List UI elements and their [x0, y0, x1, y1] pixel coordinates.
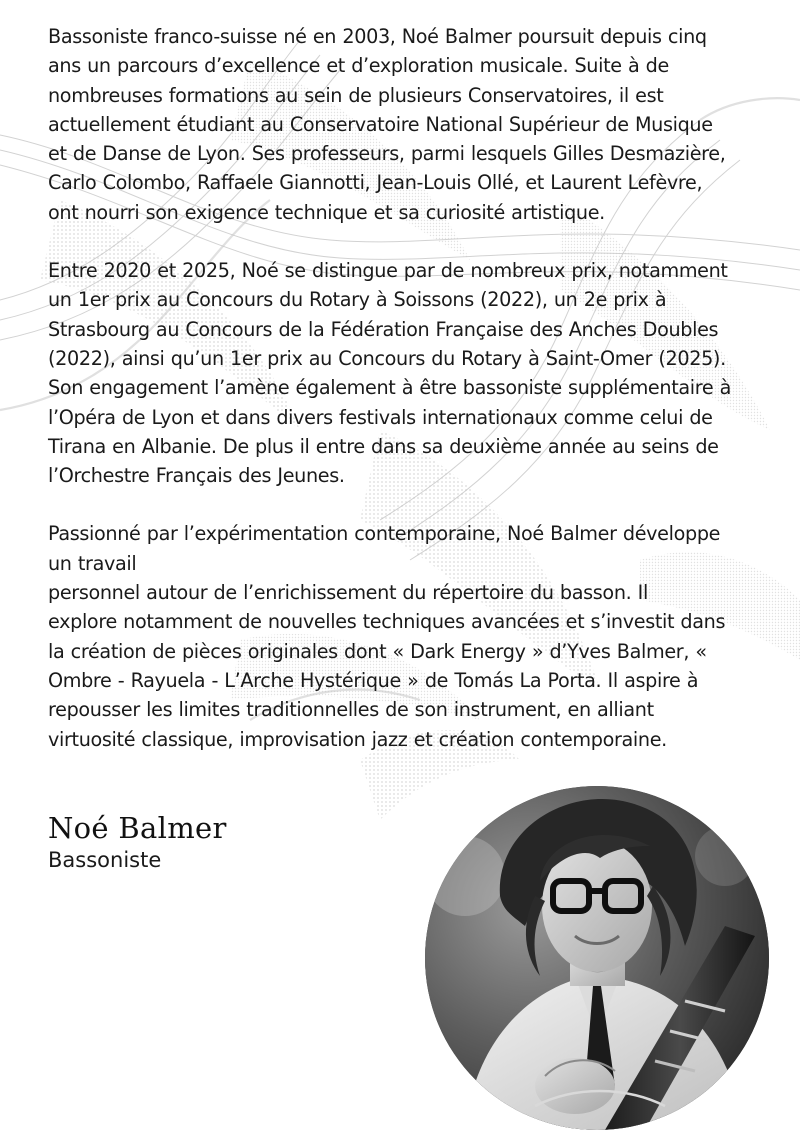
text-line: Ombre - Rayuela - L’Arche Hystérique » de Tomás La Porta. Il aspire à — [48, 668, 699, 692]
text-line: Bassoniste franco-suisse né en 2003, Noé Balmer poursuit depuis cinq — [48, 25, 707, 48]
text-line: actuellement étudiant au Conservatoire National Supérieur de Musique — [48, 112, 713, 136]
text-line: un travail — [48, 551, 137, 575]
artist-role: Bassoniste — [48, 848, 162, 872]
text-line: ans un parcours d’excellence et d’exploration musicale. Suite à de — [48, 54, 669, 78]
text-line: Tirana en Albanie. De plus il entre dans sa deuxième année au seins de — [48, 434, 719, 458]
bio-text — [48, 22, 768, 783]
bio-paragraph-1 — [48, 22, 768, 227]
bio-paragraph-3 — [48, 519, 768, 753]
text-line: repousser les limites traditionnelles de son instrument, en alliant — [48, 698, 654, 722]
text-line: et de Danse de Lyon. Ses professeurs, parmi lesquels Gilles Desmazière, — [48, 142, 726, 166]
text-line: Entre 2020 et 2025, Noé se distingue par de nombreux prix, notamment — [48, 259, 728, 283]
text-line: la création de pièces originales dont « Dark Energy » d’Yves Balmer, « — [48, 639, 707, 663]
text-line: (2022), ainsi qu’un 1er prix au Concours du Rotary à Saint-Omer (2025). — [48, 346, 726, 370]
signature-block — [48, 810, 227, 874]
text-line: nombreuses formations au sein de plusieurs Conservatoires, il est — [48, 83, 664, 107]
text-line: l’Opéra de Lyon et dans divers festivals internationaux comme celui de — [48, 405, 713, 429]
text-line: Passionné par l’expérimentation contemporaine, Noé Balmer développe — [48, 522, 721, 546]
bio-paragraph-2 — [48, 256, 768, 490]
text-line: explore notamment de nouvelles techniques avancées et s’investit dans — [48, 610, 726, 634]
text-line: Son engagement l’amène également à être bassoniste supplémentaire à — [48, 376, 731, 400]
text-line: Strasbourg au Concours de la Fédération Française des Anches Doubles — [48, 317, 719, 341]
text-line: l’Orchestre Français des Jeunes. — [48, 464, 345, 488]
text-line: Carlo Colombo, Raffaele Giannotti, Jean-Louis Ollé, et Laurent Lefèvre, — [48, 171, 703, 195]
portrait-photo — [425, 786, 769, 1130]
text-line: virtuosité classique, improvisation jazz et création contemporaine. — [48, 727, 667, 751]
text-line: un 1er prix au Concours du Rotary à Soissons (2022), un 2e prix à — [48, 288, 667, 312]
text-line: personnel autour de l’enrichissement du répertoire du basson. Il — [48, 581, 648, 605]
portrait-photo-icon — [425, 786, 769, 1130]
artist-name: Noé Balmer — [48, 811, 227, 845]
text-line: ont nourri son exigence technique et sa curiosité artistique. — [48, 200, 605, 224]
